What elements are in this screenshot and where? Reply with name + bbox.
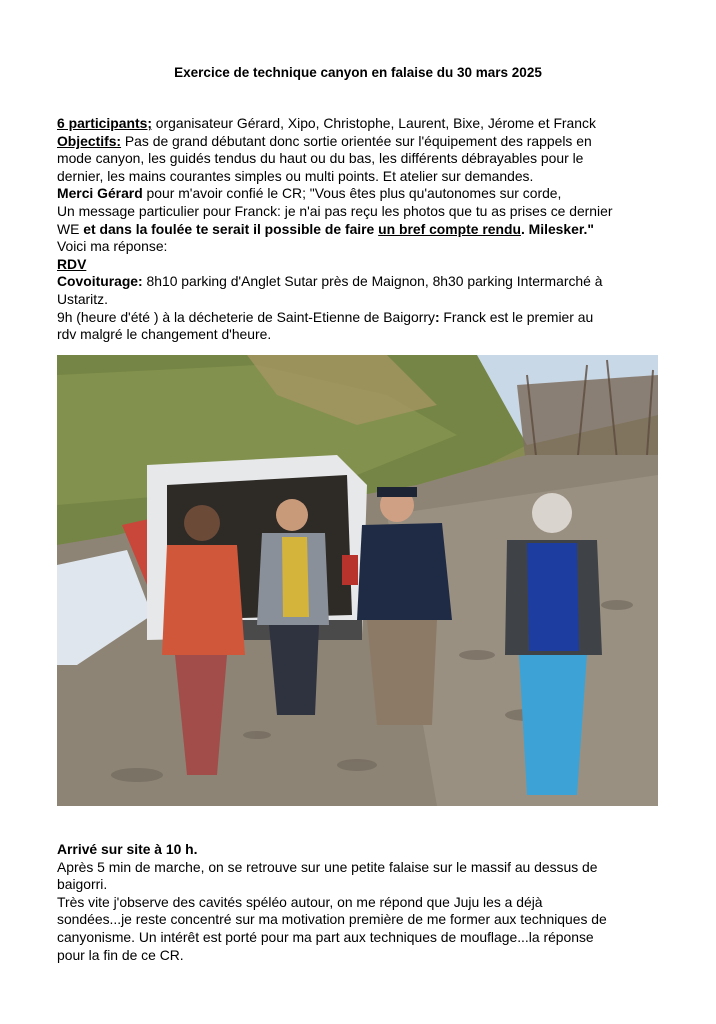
objectifs-line-2: mode canyon, les guidés tendus du haut ou du bas, les différents débrayables pour le	[57, 150, 584, 167]
message-line-1: Un message particulier pour Franck: je n'ai pas reçu les photos que tu as prises ce dernier	[57, 202, 613, 219]
participants-label: 6 participants;	[57, 115, 152, 131]
heure-text-c: Franck est le premier au	[439, 308, 594, 325]
merci-line	[57, 185, 665, 203]
site-line-6: pour la fin de ce CR.	[57, 946, 184, 963]
page-title: Exercice de technique canyon en falaise du 30 mars 2025	[174, 65, 542, 80]
merci-label: Merci Gérard	[57, 185, 143, 202]
site-line-1: Après 5 min de marche, on se retrouve sur une petite falaise sur le massif au dessus de	[57, 858, 598, 875]
covoit-text-1: 8h10 parking d'Anglet Sutar près de Maignon, 8h30 parking Intermarché à	[142, 273, 603, 290]
message-bold: et dans la foulée te serait il possible de faire	[83, 220, 379, 237]
objectifs-label: Objectifs:	[57, 132, 122, 149]
covoit-line-2: Ustaritz.	[57, 290, 108, 307]
heure-line-2: rdv malgré le changement d'heure.	[57, 326, 272, 343]
site-section	[57, 841, 665, 964]
arrive-heading: Arrivé sur site à 10 h.	[57, 841, 198, 857]
site-line-5: canyonisme. Un intérêt est porté pour ma part aux techniques de mouflage...la réponse	[57, 928, 594, 945]
heure-text-a: 9h (heure d'été ) à la décheterie de Saint-Etienne de Baigorry	[57, 308, 435, 325]
objectifs-line-1	[57, 133, 665, 151]
intro-section	[57, 115, 665, 344]
objectifs-line-3: dernier, les mains courantes simples ou multi points. Et atelier sur demandes.	[57, 167, 534, 184]
site-line-4: sondées...je reste concentré sur ma motivation première de me former aux techniques de	[57, 911, 607, 928]
merci-text: pour m'avoir confié le CR; "Vous êtes plus qu'autonomes sur corde,	[142, 185, 562, 202]
rdv-heading	[57, 256, 665, 274]
reponse-line: Voici ma réponse:	[57, 238, 168, 255]
participants-text: organisateur Gérard, Xipo, Christophe, Laurent, Bixe, Jérome et Franck	[151, 115, 596, 131]
message-we: WE	[57, 220, 84, 237]
site-line-3: Très vite j'observe des cavités spéléo autour, on me répond que Juju les a déjà	[57, 893, 543, 910]
heure-colon: :	[434, 308, 440, 325]
site-line-2: baigorri.	[57, 876, 108, 893]
rdv-label: RDV	[57, 255, 87, 272]
covoit-line-1	[57, 273, 665, 291]
group-photo-illustration	[57, 355, 658, 806]
heure-line-1	[57, 309, 665, 327]
participants-line	[57, 115, 665, 133]
covoit-label: Covoiturage:	[57, 273, 143, 290]
group-photo	[57, 355, 658, 806]
message-line-2	[57, 221, 665, 239]
message-underlined: un bref compte rendu	[378, 220, 521, 237]
objectifs-text-1: Pas de grand débutant donc sortie orientée sur l'équipement des rappels en	[121, 132, 592, 149]
message-milesker: . Milesker."	[520, 220, 594, 237]
